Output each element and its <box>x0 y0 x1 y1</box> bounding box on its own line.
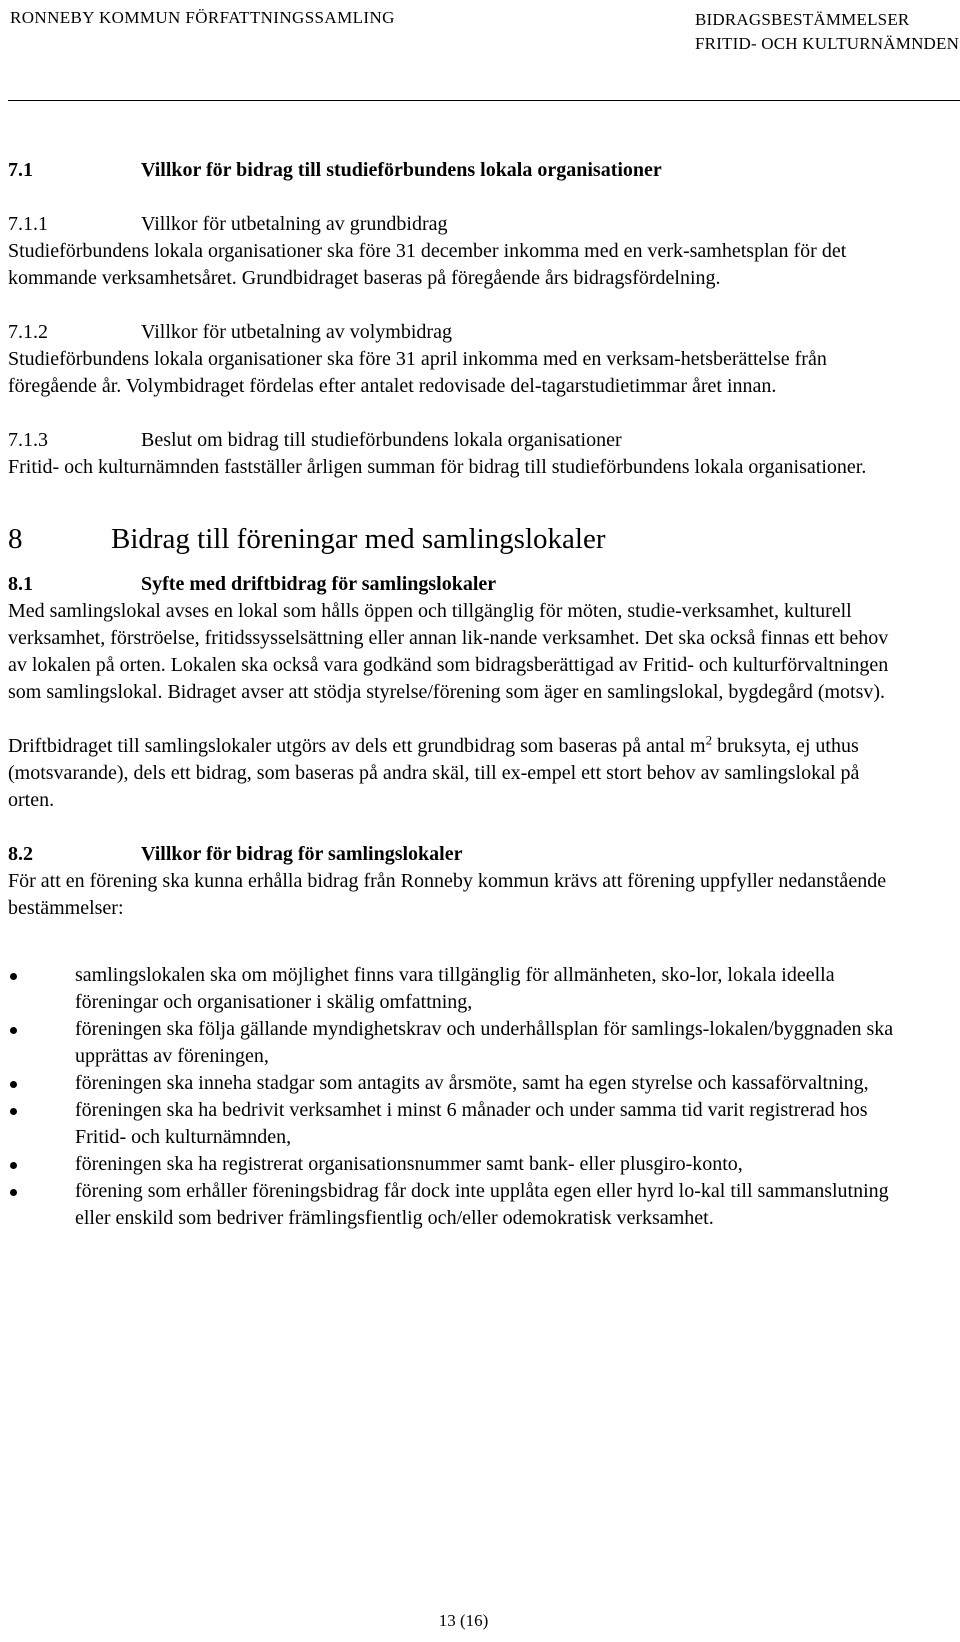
header-document-title <box>695 8 960 56</box>
heading-number: 7.1.3 <box>8 429 48 451</box>
list-item <box>8 962 908 1016</box>
paragraph-8-1: Med samlingslokal avses en lokal som hålls öppen och tillgänglig för möten, studie-verksamhet, kulturell verksamhet, förströelse, fritidssysselsättning eller annan lik-nande verksamhet. Det ska också finnas ett behov av lokalen på orten. Lokalen ska också vara godkänd som bidragsberättigad av Fritid- och kulturförvaltningen som samlingslokal. Bidraget avser att stödja styrelse/förening som äger en samlingslokal, bygdegård (motsv). <box>8 600 889 703</box>
bullet-icon <box>10 973 17 980</box>
heading-7-1-1 <box>8 211 908 238</box>
heading-8 <box>8 521 908 557</box>
heading-number: 8 <box>8 523 23 555</box>
heading-title: Villkor för utbetalning av grundbidrag <box>141 213 448 235</box>
bullet-icon <box>10 1108 17 1115</box>
bullet-icon <box>10 1081 17 1088</box>
heading-7-1 <box>8 157 908 184</box>
list-item <box>8 1016 908 1070</box>
heading-title: Villkor för bidrag för samlingslokaler <box>141 843 463 865</box>
heading-7-1-2 <box>8 319 908 346</box>
page-footer <box>0 1611 960 1631</box>
heading-title: Villkor för bidrag till studieförbundens lokala organisationer <box>141 159 662 181</box>
list-item <box>8 1097 908 1151</box>
list-item-text: föreningen ska följa gällande myndighetskrav och underhållsplan för samlings-lokalen/byggnaden ska upprättas av föreningen, <box>75 1018 894 1067</box>
list-item-text: samlingslokalen ska om möjlighet finns vara tillgänglig för allmänheten, sko-lor, lokala ideella föreningar och organisationer i skälig omfattning, <box>75 964 835 1013</box>
paragraph-8-1-area <box>8 733 908 814</box>
page-number: 13 (16) <box>438 1611 489 1630</box>
bullet-icon <box>10 1189 17 1196</box>
list-item-text: föreningen ska ha bedrivit verksamhet i minst 6 månader och under samma tid varit registrerad hos Fritid- och kulturnämnden, <box>75 1099 868 1148</box>
heading-7-1-3 <box>8 427 908 454</box>
bullet-icon <box>10 1162 17 1169</box>
paragraph-7-1-3: Fritid- och kulturnämnden fastställer årligen summan för bidrag till studieförbundens lokala organisationer. <box>8 456 867 478</box>
header-collection-title: RONNEBY KOMMUN FÖRFATTNINGSSAMLING <box>10 8 395 27</box>
heading-number: 7.1 <box>8 159 33 181</box>
heading-number: 7.1.1 <box>8 213 48 235</box>
text-part: bruksyta, ej uthus (motsvarande), dels ett bidrag, som baseras på andra skäl, till ex-empel ett stort behov av samlingslokal på orten. <box>8 735 860 811</box>
text-part: Driftbidraget till samlingslokaler utgörs av dels ett grundbidrag som baseras på antal m <box>8 735 706 757</box>
list-item-text: föreningen ska ha registrerat organisationsnummer samt bank- eller plusgiro-konto, <box>75 1153 743 1175</box>
list-item <box>8 1178 908 1232</box>
page-header <box>0 0 960 104</box>
heading-title: Beslut om bidrag till studieförbundens lokala organisationer <box>141 429 622 451</box>
paragraph-8-2: För att en förening ska kunna erhålla bidrag från Ronneby kommun krävs att förening uppfyller nedanstående bestämmelser: <box>8 870 887 919</box>
header-divider <box>8 100 960 101</box>
heading-title: Villkor för utbetalning av volymbidrag <box>141 321 452 343</box>
heading-title: Bidrag till föreningar med samlingslokaler <box>111 523 606 555</box>
list-item-text: förening som erhåller föreningsbidrag får dock inte upplåta egen eller hyrd lo-kal till sammanslutning eller enskild som bedriver främlingsfientlig och/eller odemokratisk verksamhet. <box>75 1180 889 1229</box>
superscript: 2 <box>705 732 713 748</box>
heading-title: Syfte med driftbidrag för samlingslokaler <box>141 573 497 595</box>
paragraph-7-1-1: Studieförbundens lokala organisationer ska före 31 december inkomma med en verk-samhetsplan för det kommande verksamhetsåret. Grundbidraget baseras på föregående års bidragsfördelning. <box>8 240 847 289</box>
bullet-icon <box>10 1027 17 1034</box>
heading-number: 7.1.2 <box>8 321 48 343</box>
paragraph-7-1-2: Studieförbundens lokala organisationer ska före 31 april inkomma med en verksam-hetsberättelse från föregående år. Volymbidraget fördelas efter antalet redovisade del-tagarstudietimmar året innan. <box>8 348 827 397</box>
conditions-list <box>8 962 908 1232</box>
heading-8-1 <box>8 571 908 598</box>
heading-number: 8.2 <box>8 843 33 865</box>
list-item <box>8 1151 908 1178</box>
header-right-line-2: FRITID- OCH KULTURNÄMNDEN <box>695 34 960 53</box>
list-item-text: föreningen ska inneha stadgar som antagits av årsmöte, samt ha egen styrelse och kassaförvaltning, <box>75 1072 869 1094</box>
heading-8-2 <box>8 841 908 868</box>
header-right-line-1: BIDRAGSBESTÄMMELSER <box>695 10 910 29</box>
document-body <box>8 157 908 1232</box>
heading-number: 8.1 <box>8 573 33 595</box>
list-item <box>8 1070 908 1097</box>
